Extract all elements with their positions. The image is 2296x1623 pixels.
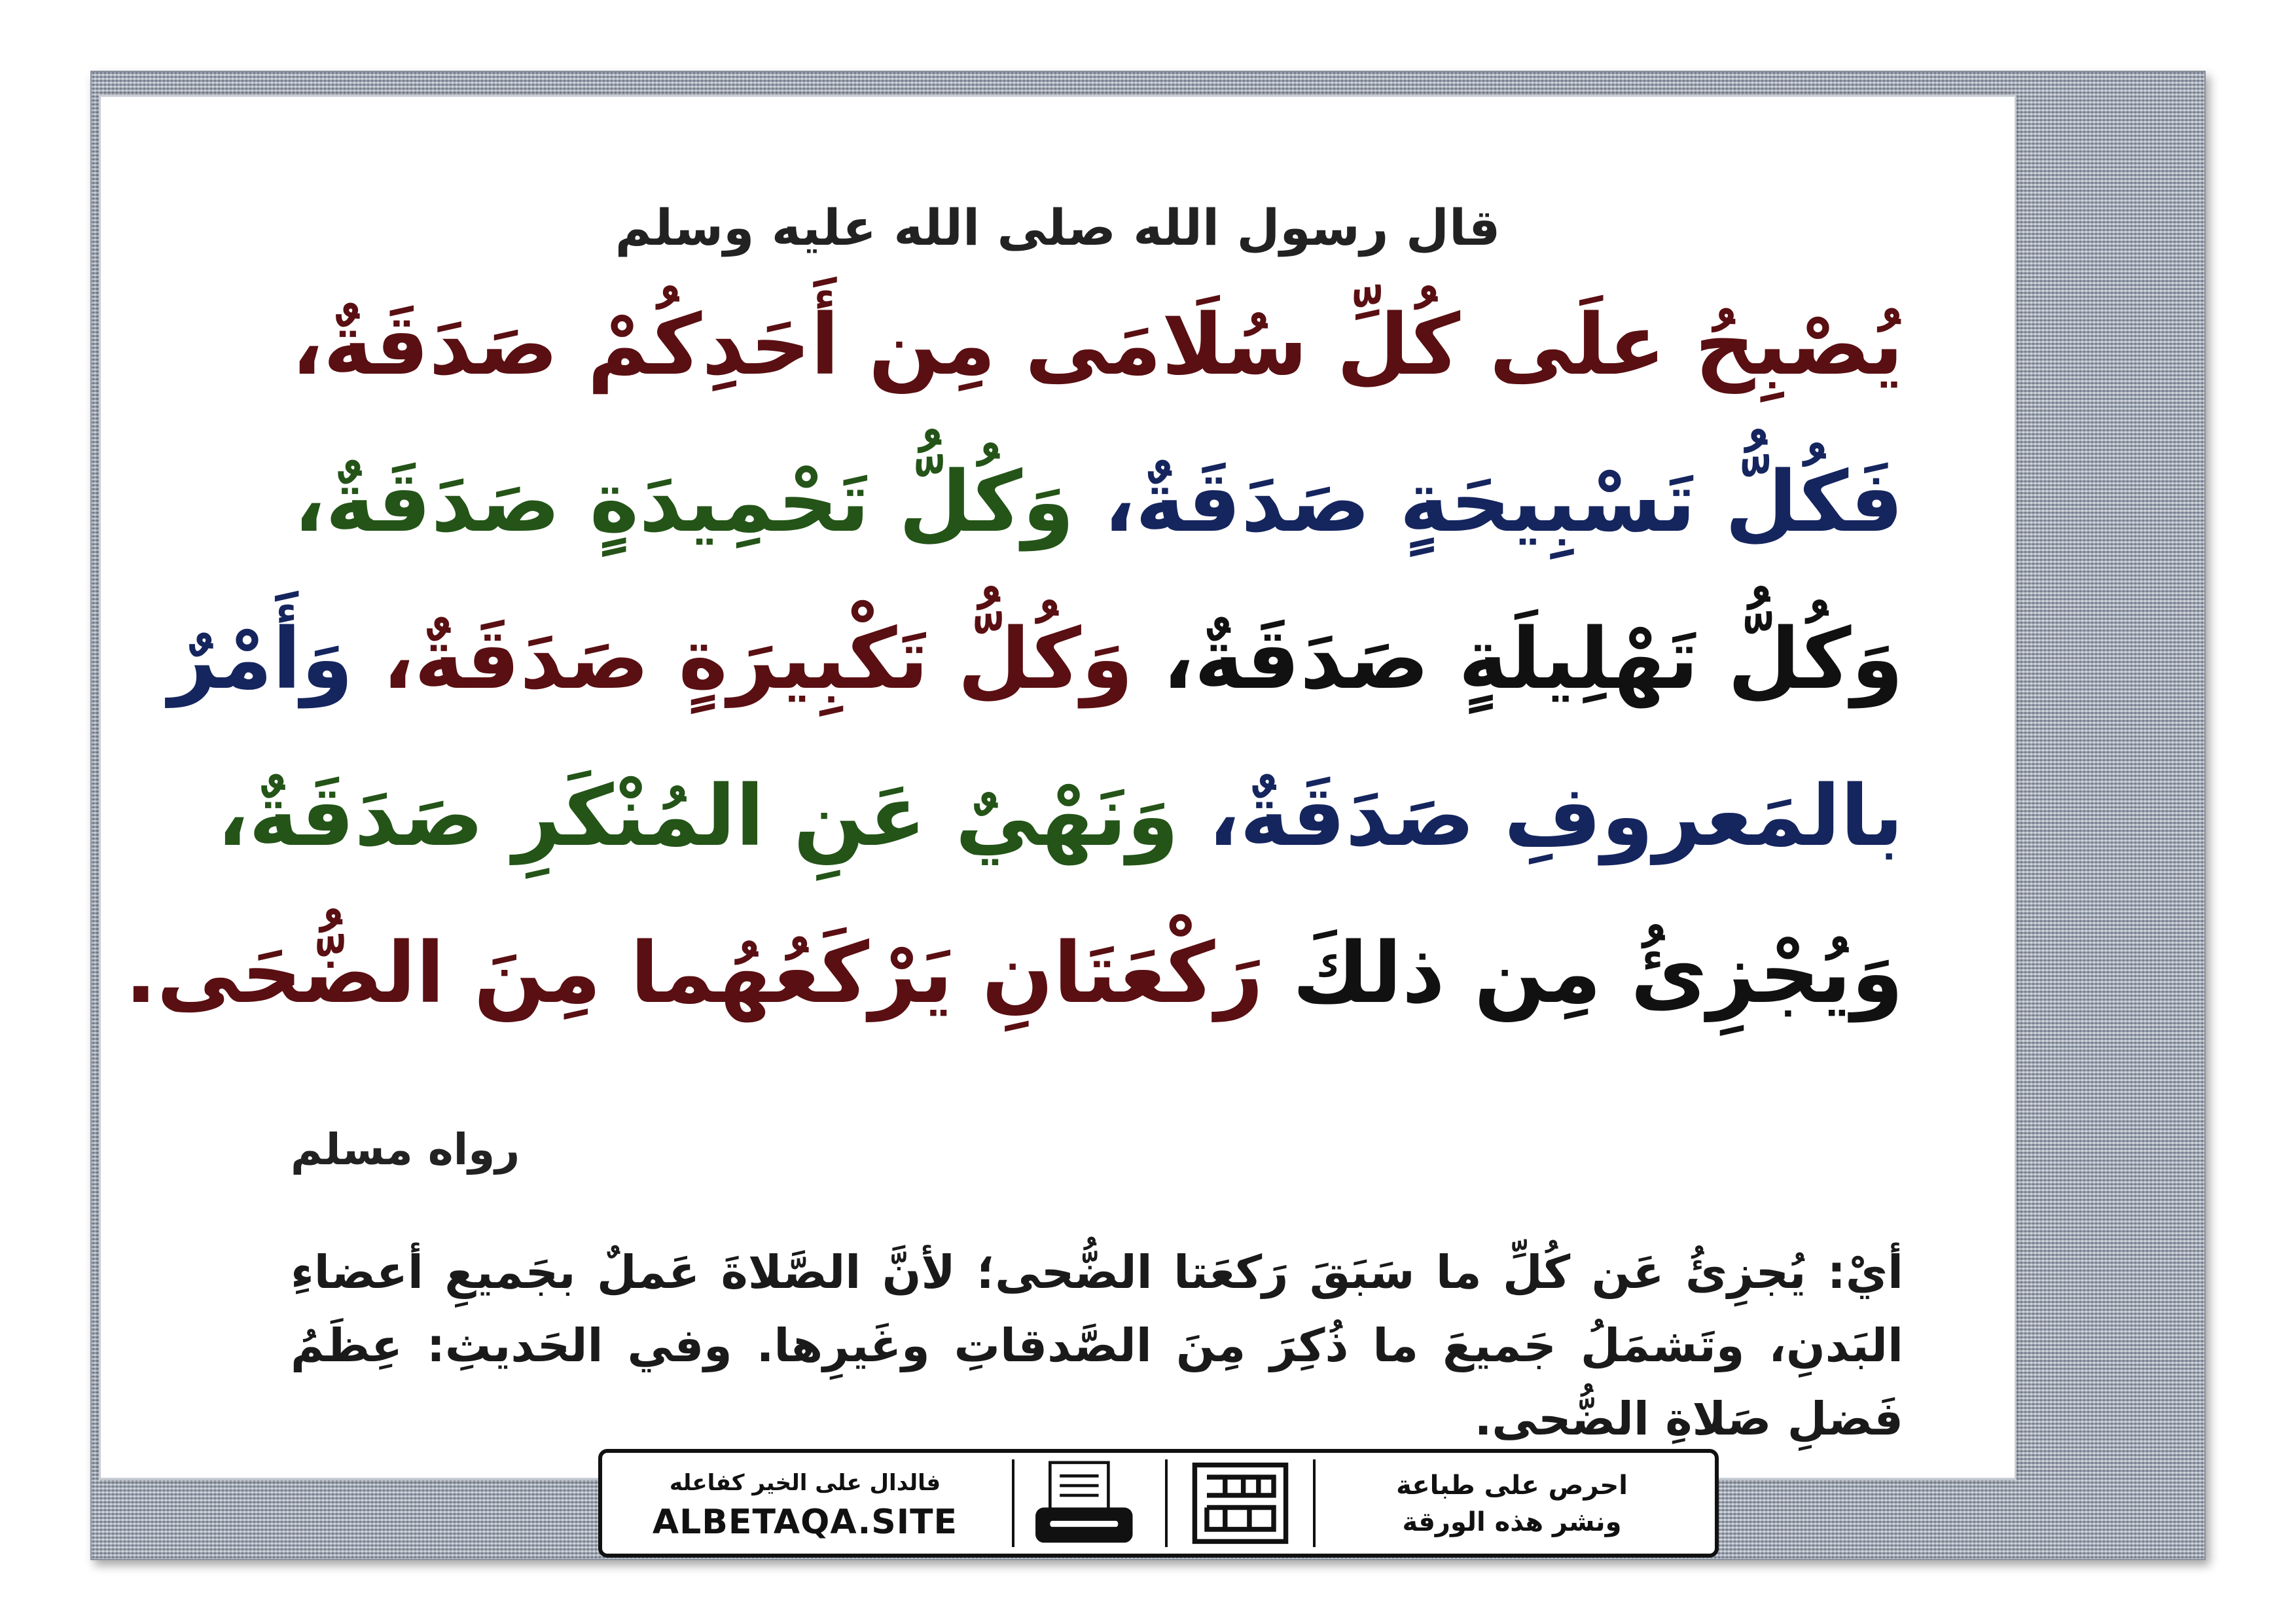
hadith-segment: يُصْبِحُ علَى كُلِّ سُلَامَى مِن أَحَدِكُمْ صَدَقَةٌ، <box>291 296 1903 394</box>
hadith-segment: وَكُلُّ تَحْمِيدَةٍ صَدَقَةٌ، <box>293 454 1075 551</box>
footer-print-line-1: احرص على طباعة <box>1396 1471 1628 1501</box>
explanation-text: أيْ: يُجزِئُ عَن كُلِّ ما سَبَقَ رَكعَتا الضُّحى؛ لأنَّ الصَّلاةَ عَملٌ بجَميعِ أعضاءِ البَدنِ، وتَشمَلُ جَميعَ ما ذُكِرَ مِنَ الصَّدقاتِ وغَيرِها. وفي الحَديثِ: عِظَمُ فَضلِ صَلاةِ الضُّحى. <box>291 1245 1903 1446</box>
hadith-line-4 <box>206 764 1903 869</box>
hadith-segment: بالمَعروفِ صَدَقَةٌ، <box>1179 768 1903 865</box>
kufic-logo-icon <box>1178 1453 1302 1554</box>
footer-site-url[interactable]: ALBETAQA.SITE <box>652 1503 958 1542</box>
hadith-line-1 <box>206 293 1903 398</box>
hadith-segment: وَكُلُّ تَكْبِيرَةٍ صَدَقَةٌ، <box>353 611 1134 708</box>
hadith-line-5 <box>124 921 1903 1026</box>
intro-text: قال رسول الله صلى الله عليه وسلم <box>615 198 1501 257</box>
hadith-segment: وَنَهْيٌ عَنِ المُنْكَرِ صَدَقَةٌ، <box>217 768 1179 865</box>
footer-divider <box>1165 1459 1168 1547</box>
footer-print-line-2: ونشر هذه الورقة <box>1402 1507 1622 1537</box>
content-panel <box>101 97 2015 1542</box>
printer-icon <box>1021 1453 1152 1554</box>
hadith-segment: وَأَمْرٌ <box>168 611 353 708</box>
footer-print-note <box>1309 1453 1715 1554</box>
footer-divider <box>1012 1459 1014 1547</box>
hadith-segment: فَكُلُّ تَسْبِيحَةٍ صَدَقَةٌ، <box>1074 454 1903 551</box>
narrator-label: رواه مسلم <box>291 1124 520 1175</box>
footer-motto: فالدال على الخير كفاعله <box>669 1470 941 1496</box>
footer-site-block <box>602 1453 1008 1554</box>
hadith-line-3 <box>168 607 1903 712</box>
hadith-segment: وَيُجْزِئُ مِن ذلكَ <box>1263 925 1903 1022</box>
hadith-segment: رَكْعَتَانِ يَرْكَعُهُما مِنَ الضُّحَى. <box>124 925 1264 1022</box>
footer-banner <box>598 1449 1719 1558</box>
hadith-line-2 <box>206 450 1903 555</box>
hadith-segment: وَكُلُّ تَهْلِيلَةٍ صَدَقَةٌ، <box>1133 611 1903 708</box>
